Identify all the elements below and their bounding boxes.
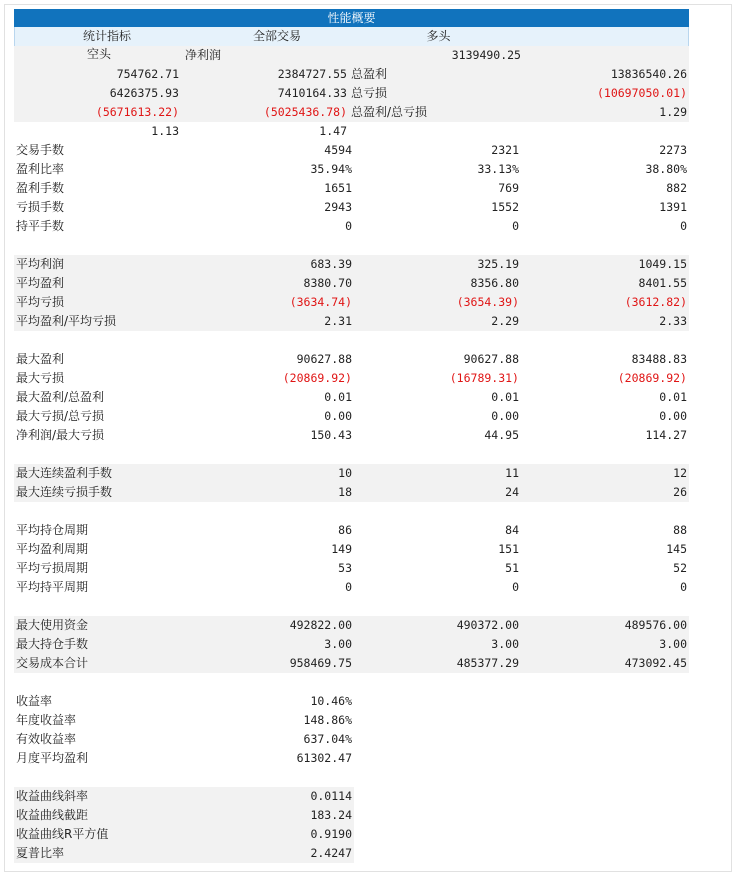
metric-value: (3634.74) bbox=[289, 295, 352, 309]
metric-value: 473092.45 bbox=[624, 656, 687, 670]
metric-label: 最大盈利 bbox=[16, 352, 65, 366]
metric-value: 51 bbox=[505, 561, 519, 575]
metric-value: 90627.88 bbox=[296, 352, 352, 366]
metric-value: 8356.80 bbox=[470, 276, 519, 290]
metric-value: 83488.83 bbox=[631, 352, 687, 366]
table-row bbox=[14, 730, 354, 749]
metric-label: 夏普比率 bbox=[16, 846, 65, 860]
metric-label: 收益曲线R平方值 bbox=[16, 827, 109, 841]
table-row bbox=[14, 654, 689, 673]
header-long: 多头 bbox=[426, 29, 451, 43]
metric-value: 1391 bbox=[659, 200, 687, 214]
table-row bbox=[14, 388, 689, 407]
metric-value: 38.80% bbox=[645, 162, 687, 176]
metric-value: (20869.92) bbox=[282, 371, 352, 385]
metric-value: 2273 bbox=[659, 143, 687, 157]
metric-value: 90627.88 bbox=[463, 352, 519, 366]
metric-value: 7410164.33 bbox=[277, 86, 347, 100]
metric-value: 2943 bbox=[324, 200, 352, 214]
metric-value: 13836540.26 bbox=[610, 67, 687, 81]
metric-value: 151 bbox=[498, 542, 519, 556]
metric-label: 亏损手数 bbox=[16, 200, 65, 214]
metric-value: 2.33 bbox=[659, 314, 687, 328]
table-row bbox=[14, 407, 689, 426]
metric-value: (5025436.78) bbox=[263, 105, 347, 119]
metric-label: 盈利比率 bbox=[16, 162, 65, 176]
table-row bbox=[14, 521, 689, 540]
metric-label: 平均盈利周期 bbox=[16, 542, 89, 556]
metric-value: 637.04% bbox=[303, 732, 352, 746]
metric-value: 183.24 bbox=[310, 808, 352, 822]
metric-value: 0 bbox=[512, 580, 519, 594]
metric-value: (5671613.22) bbox=[95, 105, 179, 119]
metric-value: 4594 bbox=[324, 143, 352, 157]
metric-value: 24 bbox=[505, 485, 519, 499]
header-all-trades: 全部交易 bbox=[252, 29, 301, 43]
metric-value: 10 bbox=[338, 466, 352, 480]
metric-value: 2.31 bbox=[324, 314, 352, 328]
metric-value: 489576.00 bbox=[624, 618, 687, 632]
table-row bbox=[14, 844, 354, 863]
metric-label: 交易手数 bbox=[16, 143, 65, 157]
metric-value: 1.29 bbox=[659, 105, 687, 119]
metric-label: 最大盈利/总盈利 bbox=[16, 390, 105, 404]
metric-label: 年度收益率 bbox=[16, 713, 77, 727]
metric-value: 2.29 bbox=[491, 314, 519, 328]
metric-value: 114.27 bbox=[645, 428, 687, 442]
metric-value: 61302.47 bbox=[296, 751, 352, 765]
group-spacer bbox=[14, 768, 689, 787]
metric-value: 485377.29 bbox=[456, 656, 519, 670]
metric-value: 2.4247 bbox=[310, 846, 352, 860]
metric-value: 0.0114 bbox=[310, 789, 352, 803]
metric-label: 最大使用资金 bbox=[16, 618, 89, 632]
metric-value: 3.00 bbox=[324, 637, 352, 651]
metric-value: 0 bbox=[680, 580, 687, 594]
metric-value: 754762.71 bbox=[116, 67, 179, 81]
table-row bbox=[14, 787, 354, 806]
report-body bbox=[14, 46, 689, 863]
metric-value: 769 bbox=[498, 181, 519, 195]
metric-value: 18 bbox=[338, 485, 352, 499]
metric-value: 8380.70 bbox=[303, 276, 352, 290]
metric-value: 0 bbox=[345, 219, 352, 233]
metric-value: 1.13 bbox=[151, 124, 179, 138]
metric-value: 3139490.25 bbox=[451, 48, 521, 62]
table-row bbox=[14, 692, 354, 711]
table-row bbox=[14, 312, 689, 331]
metric-value: 145 bbox=[666, 542, 687, 556]
metric-label: 最大持仓手数 bbox=[16, 637, 89, 651]
table-row bbox=[14, 350, 689, 369]
metric-label: 总盈利 bbox=[351, 67, 388, 81]
group-spacer bbox=[14, 502, 689, 521]
metric-label: 收益曲线截距 bbox=[16, 808, 89, 822]
metric-label: 持平手数 bbox=[16, 219, 65, 233]
metric-label: 平均持仓周期 bbox=[16, 523, 89, 537]
metric-value: 3.00 bbox=[659, 637, 687, 651]
metric-value: 325.19 bbox=[477, 257, 519, 271]
group-spacer bbox=[14, 597, 689, 616]
metric-label: 最大连续亏损手数 bbox=[16, 485, 113, 499]
table-row bbox=[14, 293, 689, 312]
metric-label: 总盈利/总亏损 bbox=[351, 105, 428, 119]
metric-value: 882 bbox=[666, 181, 687, 195]
metric-label: 平均持平周期 bbox=[16, 580, 89, 594]
table-row bbox=[14, 255, 689, 274]
metric-value: 84 bbox=[505, 523, 519, 537]
performance-summary-report bbox=[14, 9, 689, 863]
metric-label: 最大连续盈利手数 bbox=[16, 466, 113, 480]
table-row bbox=[14, 635, 689, 654]
metric-label: 净利润 bbox=[185, 48, 222, 62]
metric-label: 交易成本合计 bbox=[16, 656, 89, 670]
metric-value: 2321 bbox=[491, 143, 519, 157]
metric-label: 盈利手数 bbox=[16, 181, 65, 195]
metric-label: 平均利润 bbox=[16, 257, 65, 271]
metric-value: 958469.75 bbox=[289, 656, 352, 670]
table-row bbox=[14, 274, 689, 293]
table-row bbox=[14, 540, 689, 559]
metric-value: (20869.92) bbox=[617, 371, 687, 385]
table-row bbox=[14, 369, 689, 388]
metric-value: 683.39 bbox=[310, 257, 352, 271]
table-row bbox=[14, 179, 689, 198]
metric-value: 44.95 bbox=[484, 428, 519, 442]
metric-value: 0.00 bbox=[659, 409, 687, 423]
metric-value: 3.00 bbox=[491, 637, 519, 651]
metric-value: 2384727.55 bbox=[277, 67, 347, 81]
metric-value: (3612.82) bbox=[624, 295, 687, 309]
group-spacer bbox=[14, 673, 689, 692]
metric-value: (3654.39) bbox=[456, 295, 519, 309]
metric-value: 0 bbox=[512, 219, 519, 233]
metric-value: 0 bbox=[345, 580, 352, 594]
report-title: 性能概要 bbox=[14, 9, 689, 27]
metric-value: 0.00 bbox=[324, 409, 352, 423]
metric-value: 10.46% bbox=[310, 694, 352, 708]
metric-value: 1.47 bbox=[319, 124, 347, 138]
table-row bbox=[14, 578, 689, 597]
metric-label: 总亏损 bbox=[351, 86, 388, 100]
metric-value: 0 bbox=[680, 219, 687, 233]
table-row bbox=[14, 559, 689, 578]
table-row bbox=[14, 217, 689, 236]
metric-value: 492822.00 bbox=[289, 618, 352, 632]
metric-value: 6426375.93 bbox=[109, 86, 179, 100]
metric-label: 月度平均盈利 bbox=[16, 751, 89, 765]
metric-value: 150.43 bbox=[310, 428, 352, 442]
metric-value: 1651 bbox=[324, 181, 352, 195]
metric-label: 收益率 bbox=[16, 694, 53, 708]
metric-value: 53 bbox=[338, 561, 352, 575]
group-spacer bbox=[14, 331, 689, 350]
metric-value: 0.9190 bbox=[310, 827, 352, 841]
metric-value: 0.00 bbox=[491, 409, 519, 423]
metric-value: 0.01 bbox=[491, 390, 519, 404]
table-row bbox=[14, 464, 689, 483]
metric-label: 净利润/最大亏损 bbox=[16, 428, 105, 442]
table-row bbox=[14, 160, 689, 179]
metric-value: 12 bbox=[673, 466, 687, 480]
table-row bbox=[14, 711, 354, 730]
metric-label: 平均亏损周期 bbox=[16, 561, 89, 575]
metric-value: 490372.00 bbox=[456, 618, 519, 632]
table-row bbox=[14, 749, 354, 768]
metric-value: 1552 bbox=[491, 200, 519, 214]
table-row bbox=[14, 483, 689, 502]
metric-value: 0.01 bbox=[659, 390, 687, 404]
metric-value: 0.01 bbox=[324, 390, 352, 404]
metric-value: 33.13% bbox=[477, 162, 519, 176]
header-metric: 统计指标 bbox=[82, 29, 131, 43]
group-spacer bbox=[14, 236, 689, 255]
metric-value: 11 bbox=[505, 466, 519, 480]
metric-value: 148.86% bbox=[303, 713, 352, 727]
table-row bbox=[14, 806, 354, 825]
metric-label: 收益曲线斜率 bbox=[16, 789, 89, 803]
metric-value: 86 bbox=[338, 523, 352, 537]
metric-value: 88 bbox=[673, 523, 687, 537]
metric-label: 平均盈利 bbox=[16, 276, 65, 290]
metric-value: 26 bbox=[673, 485, 687, 499]
metric-value: 52 bbox=[673, 561, 687, 575]
metric-value: 1049.15 bbox=[638, 257, 687, 271]
metric-label: 最大亏损/总亏损 bbox=[16, 409, 105, 423]
table-row bbox=[14, 825, 354, 844]
metric-value: 149 bbox=[331, 542, 352, 556]
metric-label: 有效收益率 bbox=[16, 732, 77, 746]
table-row bbox=[14, 426, 689, 445]
metric-label: 平均盈利/平均亏损 bbox=[16, 314, 117, 328]
table-row bbox=[14, 198, 689, 217]
header-short: 空头 bbox=[86, 47, 111, 61]
group-spacer bbox=[14, 445, 689, 464]
metric-label: 平均亏损 bbox=[16, 295, 65, 309]
metric-label: 最大亏损 bbox=[16, 371, 65, 385]
metric-value: 8401.55 bbox=[638, 276, 687, 290]
metric-value: (16789.31) bbox=[449, 371, 519, 385]
table-row bbox=[14, 616, 689, 635]
metric-value: (10697050.01) bbox=[596, 86, 687, 100]
metric-value: 35.94% bbox=[310, 162, 352, 176]
table-row bbox=[14, 141, 689, 160]
